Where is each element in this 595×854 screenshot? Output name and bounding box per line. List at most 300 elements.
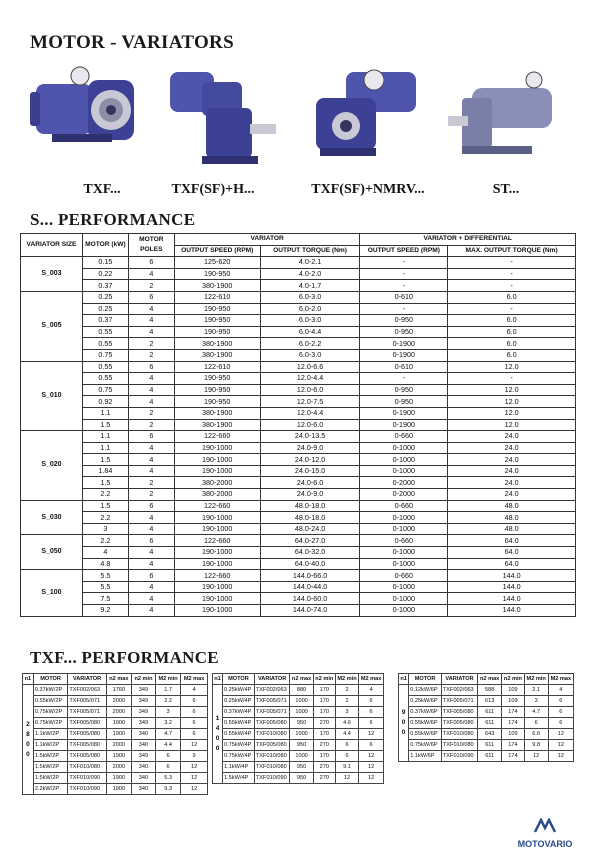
output-torque-cell: 6.0-4.4 bbox=[260, 326, 360, 338]
motor-kw-cell: 4 bbox=[82, 547, 128, 559]
motor-poles-cell: 2 bbox=[128, 477, 174, 489]
table-row bbox=[213, 707, 384, 718]
motor-cell: 1.1kW/4P bbox=[223, 762, 255, 773]
product-caption-txf-sf-nmrv: TXF(SF)+NMRV... bbox=[311, 182, 425, 197]
motor-poles-cell: 6 bbox=[128, 535, 174, 547]
motor-poles-cell: 6 bbox=[128, 431, 174, 443]
n2-max-cell: 611 bbox=[478, 740, 502, 751]
m2-max-cell: 4 bbox=[359, 685, 384, 696]
max-output-torque-cell: - bbox=[448, 257, 576, 269]
motor-poles-cell: 6 bbox=[128, 291, 174, 303]
table-row bbox=[23, 751, 208, 762]
m2-min-cell: 2 bbox=[335, 685, 358, 696]
diff-output-speed-cell: 0-950 bbox=[360, 315, 448, 327]
output-torque-cell: 12.0-7.5 bbox=[260, 396, 360, 408]
m2-min-cell: 6 bbox=[155, 762, 180, 773]
motor-cell: 0.75kW/4P bbox=[223, 751, 255, 762]
product-caption-st: ST... bbox=[492, 182, 520, 197]
motor-kw-cell: 5.5 bbox=[82, 581, 128, 593]
output-torque-cell: 12.0-4.4 bbox=[260, 407, 360, 419]
header-motor: MOTOR bbox=[223, 674, 255, 685]
diff-output-speed-cell: 0-660 bbox=[360, 535, 448, 547]
m2-min-cell: 4.7 bbox=[524, 707, 548, 718]
n2-min-cell: 174 bbox=[502, 707, 525, 718]
n2-max-cell: 880 bbox=[290, 685, 313, 696]
motor-cell: 0.75kW/2P bbox=[33, 707, 68, 718]
table-row bbox=[21, 535, 576, 547]
n2-min-cell: 349 bbox=[132, 696, 156, 707]
m2-min-cell: 3 bbox=[335, 707, 358, 718]
motor-kw-cell: 2.2 bbox=[82, 535, 128, 547]
variator-cell: TXF010/080 bbox=[68, 762, 106, 773]
variator-cell: TXF005/080 bbox=[254, 718, 289, 729]
motor-poles-cell: 6 bbox=[128, 500, 174, 512]
n2-min-cell: 349 bbox=[132, 707, 156, 718]
output-speed-cell: 190-1000 bbox=[174, 605, 260, 617]
motor-poles-cell: 4 bbox=[128, 315, 174, 327]
n2-max-cell: 1900 bbox=[106, 751, 131, 762]
output-speed-cell: 380-1900 bbox=[174, 407, 260, 419]
m2-min-cell: 3 bbox=[155, 707, 180, 718]
table-row bbox=[21, 489, 576, 501]
table-row bbox=[21, 315, 576, 327]
variator-cell: TXF005/080 bbox=[68, 740, 106, 751]
header-m2min: M2 min bbox=[335, 674, 358, 685]
n2-max-cell: 2000 bbox=[106, 762, 131, 773]
variator-cell: TXF002/063 bbox=[68, 685, 106, 696]
motor-cell: 1.5kW/2P bbox=[33, 751, 68, 762]
n2-min-cell: 174 bbox=[502, 751, 525, 762]
max-output-torque-cell: 144.0 bbox=[448, 581, 576, 593]
output-speed-cell: 122-660 bbox=[174, 500, 260, 512]
output-speed-cell: 380-1900 bbox=[174, 419, 260, 431]
table-row bbox=[21, 384, 576, 396]
variator-cell: TXF010/090 bbox=[441, 751, 477, 762]
variator-cell: TXF002/063 bbox=[254, 685, 289, 696]
output-torque-cell: 12.0-4.4 bbox=[260, 373, 360, 385]
motor-poles-cell: 6 bbox=[128, 257, 174, 269]
max-output-torque-cell: 24.0 bbox=[448, 465, 576, 477]
motor-cell: 0.25kW/6P bbox=[409, 696, 442, 707]
variator-cell: TXF005/071 bbox=[68, 707, 106, 718]
header-n2min: n2 min bbox=[313, 674, 335, 685]
m2-min-cell: 12 bbox=[335, 773, 358, 784]
motor-cell: 0.55kW/4P bbox=[223, 718, 255, 729]
motor-cell: 1.1kW/2P bbox=[33, 740, 68, 751]
variator-cell: TXF005/071 bbox=[441, 696, 477, 707]
table-row bbox=[213, 762, 384, 773]
m2-min-cell: 6 bbox=[335, 751, 358, 762]
variator-cell: TXF010/090 bbox=[254, 773, 289, 784]
diff-output-speed-cell: 0-1900 bbox=[360, 349, 448, 361]
motor-kw-cell: 0.15 bbox=[82, 257, 128, 269]
txf-table-900 bbox=[398, 673, 574, 762]
table-row bbox=[399, 740, 574, 751]
max-output-torque-cell: 144.0 bbox=[448, 593, 576, 605]
s-performance-title: S... PERFORMANCE bbox=[30, 210, 196, 229]
motor-kw-cell: 0.25 bbox=[82, 291, 128, 303]
max-output-torque-cell: 64.0 bbox=[448, 535, 576, 547]
motor-kw-cell: 0.37 bbox=[82, 280, 128, 292]
n2-min-cell: 340 bbox=[132, 740, 156, 751]
motor-poles-cell: 2 bbox=[128, 349, 174, 361]
motor-poles-cell: 2 bbox=[128, 338, 174, 350]
motor-kw-cell: 9.2 bbox=[82, 605, 128, 617]
variator-cell: TXF010/090 bbox=[68, 773, 106, 784]
table-row bbox=[23, 707, 208, 718]
m2-min-cell: 3 bbox=[524, 696, 548, 707]
diff-output-speed-cell: 0-1900 bbox=[360, 419, 448, 431]
header-m2max: M2 max bbox=[359, 674, 384, 685]
variator-size-cell: S_005 bbox=[21, 291, 83, 361]
table-header-row bbox=[213, 674, 384, 685]
header-variator-size: VARIATOR SIZE bbox=[21, 234, 83, 257]
max-output-torque-cell: 24.0 bbox=[448, 442, 576, 454]
motor-kw-cell: 1.1 bbox=[82, 431, 128, 443]
header-output-speed: OUTPUT SPEED (RPM) bbox=[174, 245, 260, 257]
motor-cell: 1.1kW/6P bbox=[409, 751, 442, 762]
n2-min-cell: 270 bbox=[313, 762, 335, 773]
motor-cell: 0.55kW/4P bbox=[223, 729, 255, 740]
motovario-logo bbox=[514, 818, 576, 849]
output-speed-cell: 190-1000 bbox=[174, 454, 260, 466]
n2-max-cell: 950 bbox=[290, 718, 313, 729]
m2-min-cell: 2.2 bbox=[155, 696, 180, 707]
max-output-torque-cell: 144.0 bbox=[448, 605, 576, 617]
max-output-torque-cell: 24.0 bbox=[448, 431, 576, 443]
header-motor: MOTOR bbox=[33, 674, 68, 685]
n2-min-cell: 109 bbox=[502, 696, 525, 707]
n2-max-cell: 1900 bbox=[106, 729, 131, 740]
max-output-torque-cell: 12.0 bbox=[448, 361, 576, 373]
table-row bbox=[21, 338, 576, 350]
motor-kw-cell: 1.1 bbox=[82, 407, 128, 419]
motor-poles-cell: 2 bbox=[128, 489, 174, 501]
n2-min-cell: 270 bbox=[313, 740, 335, 751]
motor-poles-cell: 4 bbox=[128, 523, 174, 535]
n2-min-cell: 109 bbox=[502, 729, 525, 740]
output-torque-cell: 24.0-12.0 bbox=[260, 454, 360, 466]
header-motor-poles: MOTOR POLES bbox=[128, 234, 174, 257]
n1-value: 1400 bbox=[215, 715, 220, 752]
motor-cell: 0.75kW/2P bbox=[33, 718, 68, 729]
motor-kw-cell: 2.2 bbox=[82, 489, 128, 501]
m2-max-cell: 12 bbox=[548, 729, 573, 740]
motor-cell: 0.37kW/6P bbox=[409, 707, 442, 718]
motor-cell: 0.55kW/6P bbox=[409, 718, 442, 729]
output-speed-cell: 190-950 bbox=[174, 268, 260, 280]
max-output-torque-cell: - bbox=[448, 303, 576, 315]
n2-min-cell: 349 bbox=[132, 718, 156, 729]
variator-cell: TXF005/080 bbox=[441, 707, 477, 718]
table-row bbox=[21, 512, 576, 524]
output-speed-cell: 190-1000 bbox=[174, 465, 260, 477]
motor-poles-cell: 4 bbox=[128, 303, 174, 315]
table-row bbox=[213, 685, 384, 696]
motor-kw-cell: 1.5 bbox=[82, 454, 128, 466]
variator-cell: TXF005/071 bbox=[68, 696, 106, 707]
header-diff-output-speed: OUTPUT SPEED (RPM) bbox=[360, 245, 448, 257]
motor-cell: 1.5kW/2P bbox=[33, 773, 68, 784]
table-row bbox=[213, 773, 384, 784]
header-variator-differential: VARIATOR + DIFFERENTIAL bbox=[360, 234, 576, 246]
diff-output-speed-cell: 0-660 bbox=[360, 500, 448, 512]
diff-output-speed-cell: 0-2000 bbox=[360, 477, 448, 489]
output-speed-cell: 190-1000 bbox=[174, 523, 260, 535]
output-torque-cell: 4.0-2.1 bbox=[260, 257, 360, 269]
motor-poles-cell: 4 bbox=[128, 396, 174, 408]
motor-cell: 0.25kW/4P bbox=[223, 696, 255, 707]
motor-cell: 2.2kW/2P bbox=[33, 784, 68, 795]
motor-kw-cell: 0.92 bbox=[82, 396, 128, 408]
table-row bbox=[213, 729, 384, 740]
motor-kw-cell: 1.5 bbox=[82, 477, 128, 489]
variator-size-cell: S_003 bbox=[21, 257, 83, 292]
output-torque-cell: 48.0-18.0 bbox=[260, 512, 360, 524]
output-torque-cell: 24.0-9.0 bbox=[260, 489, 360, 501]
table-header-row bbox=[399, 674, 574, 685]
n1-value: 2800 bbox=[26, 720, 30, 758]
output-torque-cell: 6.0-3.0 bbox=[260, 291, 360, 303]
m2-min-cell: 1.7 bbox=[155, 685, 180, 696]
motor-poles-cell: 4 bbox=[128, 593, 174, 605]
table-row bbox=[21, 291, 576, 303]
m2-max-cell: 12 bbox=[181, 773, 208, 784]
variator-cell: TXF005/071 bbox=[254, 696, 289, 707]
diff-output-speed-cell: 0-1000 bbox=[360, 442, 448, 454]
table-row bbox=[21, 303, 576, 315]
output-speed-cell: 380-1900 bbox=[174, 338, 260, 350]
m2-min-cell: 4.7 bbox=[155, 729, 180, 740]
motor-kw-cell: 1.84 bbox=[82, 465, 128, 477]
variator-cell: TXF005/080 bbox=[441, 718, 477, 729]
m2-max-cell: 6 bbox=[181, 707, 208, 718]
m2-max-cell: 12 bbox=[548, 740, 573, 751]
m2-max-cell: 12 bbox=[548, 751, 573, 762]
diff-output-speed-cell: 0-1000 bbox=[360, 593, 448, 605]
n2-min-cell: 170 bbox=[313, 729, 335, 740]
m2-min-cell: 9.8 bbox=[524, 740, 548, 751]
table-row bbox=[399, 685, 574, 696]
header-n2max: n2 max bbox=[478, 674, 502, 685]
header-n1: n1 bbox=[399, 674, 409, 685]
output-speed-cell: 122-660 bbox=[174, 431, 260, 443]
table-row bbox=[21, 605, 576, 617]
max-output-torque-cell: - bbox=[448, 268, 576, 280]
motor-poles-cell: 4 bbox=[128, 465, 174, 477]
table-row bbox=[21, 477, 576, 489]
max-output-torque-cell: 64.0 bbox=[448, 547, 576, 559]
motor-cell: 1.5kW/4P bbox=[223, 773, 255, 784]
max-output-torque-cell: 12.0 bbox=[448, 407, 576, 419]
logo-icon bbox=[533, 818, 557, 834]
m2-max-cell: 9 bbox=[181, 751, 208, 762]
motor-kw-cell: 0.37 bbox=[82, 315, 128, 327]
txf-table-2800 bbox=[22, 673, 208, 795]
n2-max-cell: 1000 bbox=[290, 707, 313, 718]
variator-cell: TXF002/063 bbox=[441, 685, 477, 696]
table-row bbox=[399, 751, 574, 762]
output-torque-cell: 144.0-60.0 bbox=[260, 593, 360, 605]
output-speed-cell: 125-620 bbox=[174, 257, 260, 269]
table-row bbox=[21, 558, 576, 570]
header-m2max: M2 max bbox=[548, 674, 573, 685]
m2-min-cell: 3.2 bbox=[155, 718, 180, 729]
m2-max-cell: 12 bbox=[181, 762, 208, 773]
max-output-torque-cell: 12.0 bbox=[448, 419, 576, 431]
table-row bbox=[21, 407, 576, 419]
n2-min-cell: 270 bbox=[313, 718, 335, 729]
m2-min-cell: 12 bbox=[524, 751, 548, 762]
output-speed-cell: 190-950 bbox=[174, 396, 260, 408]
output-speed-cell: 122-610 bbox=[174, 291, 260, 303]
m2-max-cell: 6 bbox=[181, 718, 208, 729]
diff-output-speed-cell: 0-2000 bbox=[360, 489, 448, 501]
output-torque-cell: 144.0-66.0 bbox=[260, 570, 360, 582]
n2-min-cell: 340 bbox=[132, 729, 156, 740]
motor-cell: 1.5kW/2P bbox=[33, 762, 68, 773]
output-torque-cell: 12.0-6.0 bbox=[260, 419, 360, 431]
variator-cell: TXF010/080 bbox=[254, 751, 289, 762]
n2-max-cell: 2000 bbox=[106, 707, 131, 718]
table-row bbox=[23, 740, 208, 751]
motor-cell: 0.55kW/6P bbox=[409, 729, 442, 740]
motor-poles-cell: 4 bbox=[128, 326, 174, 338]
table-row bbox=[399, 718, 574, 729]
variator-cell: TXF005/080 bbox=[254, 740, 289, 751]
m2-max-cell: 4 bbox=[548, 685, 573, 696]
diff-output-speed-cell: 0-1900 bbox=[360, 407, 448, 419]
diff-output-speed-cell: 0-1900 bbox=[360, 338, 448, 350]
output-torque-cell: 24.0-13.5 bbox=[260, 431, 360, 443]
m2-min-cell: 2 bbox=[335, 696, 358, 707]
max-output-torque-cell: 6.0 bbox=[448, 315, 576, 327]
max-output-torque-cell: 144.0 bbox=[448, 570, 576, 582]
motor-txf-photo bbox=[22, 58, 142, 168]
motor-poles-cell: 6 bbox=[128, 570, 174, 582]
table-row bbox=[21, 373, 576, 385]
output-speed-cell: 190-1000 bbox=[174, 547, 260, 559]
m2-max-cell: 6 bbox=[548, 707, 573, 718]
table-row bbox=[21, 570, 576, 582]
n2-min-cell: 174 bbox=[502, 718, 525, 729]
motor-kw-cell: 0.55 bbox=[82, 326, 128, 338]
header-max-output-torque: MAX. OUTPUT TORQUE (Nm) bbox=[448, 245, 576, 257]
motor-kw-cell: 7.5 bbox=[82, 593, 128, 605]
variator-cell: TXF010/080 bbox=[441, 740, 477, 751]
motor-poles-cell: 4 bbox=[128, 373, 174, 385]
m2-max-cell: 6 bbox=[359, 707, 384, 718]
n2-max-cell: 1900 bbox=[106, 718, 131, 729]
diff-output-speed-cell: 0-610 bbox=[360, 291, 448, 303]
output-speed-cell: 190-950 bbox=[174, 315, 260, 327]
header-m2max: M2 max bbox=[181, 674, 208, 685]
header-variator: VARIATOR bbox=[174, 234, 360, 246]
motor-kw-cell: 1.5 bbox=[82, 419, 128, 431]
diff-output-speed-cell: 0-950 bbox=[360, 384, 448, 396]
motor-poles-cell: 6 bbox=[128, 361, 174, 373]
variator-size-cell: S_010 bbox=[21, 361, 83, 431]
n2-min-cell: 340 bbox=[132, 773, 156, 784]
motor-txf-sf-h-photo bbox=[162, 58, 282, 168]
max-output-torque-cell: 24.0 bbox=[448, 454, 576, 466]
m2-max-cell: 12 bbox=[359, 773, 384, 784]
m2-max-cell: 6 bbox=[359, 740, 384, 751]
m2-max-cell: 12 bbox=[359, 762, 384, 773]
m2-max-cell: 6 bbox=[548, 718, 573, 729]
table-row bbox=[399, 729, 574, 740]
diff-output-speed-cell: - bbox=[360, 257, 448, 269]
n2-max-cell: 643 bbox=[478, 729, 502, 740]
n2-max-cell: 950 bbox=[290, 740, 313, 751]
m2-max-cell: 12 bbox=[359, 729, 384, 740]
max-output-torque-cell: 48.0 bbox=[448, 500, 576, 512]
motor-txf-sf-nmrv-photo bbox=[306, 58, 426, 168]
variator-size-cell: S_050 bbox=[21, 535, 83, 570]
variator-cell: TXF010/080 bbox=[254, 729, 289, 740]
motor-poles-cell: 4 bbox=[128, 268, 174, 280]
output-torque-cell: 4.0-2.0 bbox=[260, 268, 360, 280]
diff-output-speed-cell: - bbox=[360, 268, 448, 280]
header-m2min: M2 min bbox=[524, 674, 548, 685]
table-row bbox=[21, 581, 576, 593]
variator-cell: TXF010/090 bbox=[68, 784, 106, 795]
motor-poles-cell: 4 bbox=[128, 512, 174, 524]
table-row bbox=[21, 280, 576, 292]
table-row bbox=[23, 784, 208, 795]
output-speed-cell: 190-950 bbox=[174, 326, 260, 338]
output-torque-cell: 6.0-3.0 bbox=[260, 349, 360, 361]
m2-min-cell: 9.3 bbox=[155, 784, 180, 795]
table-row bbox=[21, 431, 576, 443]
m2-max-cell: 4 bbox=[181, 685, 208, 696]
motor-cell: 0.25kW/4P bbox=[223, 685, 255, 696]
n2-min-cell: 340 bbox=[132, 762, 156, 773]
table-row bbox=[21, 593, 576, 605]
max-output-torque-cell: 48.0 bbox=[448, 512, 576, 524]
n2-min-cell: 349 bbox=[132, 685, 156, 696]
diff-output-speed-cell: - bbox=[360, 280, 448, 292]
diff-output-speed-cell: 0-1000 bbox=[360, 558, 448, 570]
output-torque-cell: 24.0-9.0 bbox=[260, 442, 360, 454]
n2-min-cell: 170 bbox=[313, 685, 335, 696]
variator-size-cell: S_030 bbox=[21, 500, 83, 535]
n2-max-cell: 613 bbox=[478, 696, 502, 707]
motor-poles-cell: 2 bbox=[128, 419, 174, 431]
n2-max-cell: 950 bbox=[290, 762, 313, 773]
table-row bbox=[21, 268, 576, 280]
max-output-torque-cell: 6.0 bbox=[448, 326, 576, 338]
output-speed-cell: 190-950 bbox=[174, 384, 260, 396]
max-output-torque-cell: 24.0 bbox=[448, 489, 576, 501]
output-speed-cell: 190-1000 bbox=[174, 442, 260, 454]
output-speed-cell: 380-1900 bbox=[174, 280, 260, 292]
txf-table-1400 bbox=[212, 673, 384, 784]
motor-poles-cell: 4 bbox=[128, 581, 174, 593]
n2-max-cell: 611 bbox=[478, 751, 502, 762]
motor-cell: 0.12kW/6P bbox=[409, 685, 442, 696]
motor-poles-cell: 4 bbox=[128, 384, 174, 396]
table-row bbox=[21, 465, 576, 477]
m2-max-cell: 6 bbox=[359, 718, 384, 729]
motor-cell: 0.75kW/4P bbox=[223, 740, 255, 751]
motor-poles-cell: 2 bbox=[128, 407, 174, 419]
output-speed-cell: 190-1000 bbox=[174, 558, 260, 570]
n2-max-cell: 1760 bbox=[106, 685, 131, 696]
variator-cell: TXF005/080 bbox=[68, 729, 106, 740]
output-torque-cell: 48.0-24.0 bbox=[260, 523, 360, 535]
motor-poles-cell: 2 bbox=[128, 280, 174, 292]
